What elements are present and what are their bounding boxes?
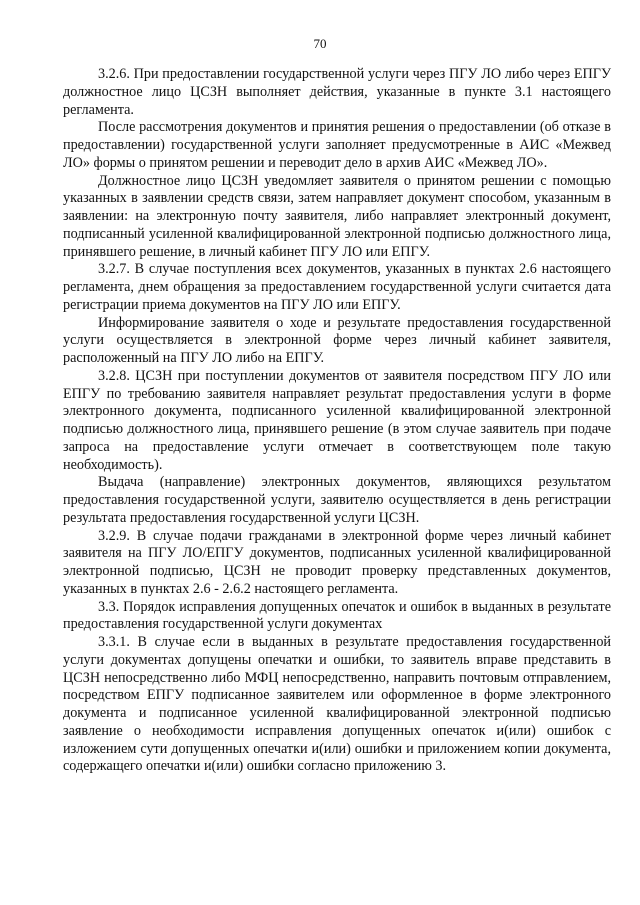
paragraph-issuance: Выдача (направление) электронных документов, являющихся результатом предоставления государственной услуги, заявителю осуществляется в день регистрации результата предоставления государственной услуги ЦСЗН.	[63, 474, 611, 526]
paragraph-informing: Информирование заявителя о ходе и результате предоставления государственной услуги осуществляется в электронной форме через личный кабинет заявителя, расположенный на ПГУ ЛО либо на ЕПГУ.	[63, 314, 611, 366]
paragraph-3-3-1: 3.3.1. В случае если в выданных в результате предоставления государственной услуги документах допущены опечатки и ошибки, то заявитель вправе представить в ЦСЗН непосредственно либо МФЦ непосредственно, направить почтовым отправлением, посредством ЕПГУ подписанное заявителем или оформленное в форме электронного документа и подписанное усиленной квалифицированной электронной подписью заявление о необходимости исправления допущенных опечаток и(или) ошибок с изложением сути допущенных опечатки и(или) ошибки и приложением копии документа, содержащего опечатки и(или) ошибки согласно приложению 3.	[63, 634, 611, 775]
paragraph-3-2-8: 3.2.8. ЦСЗН при поступлении документов от заявителя посредством ПГУ ЛО или ЕПГУ по требованию заявителя направляет результат предоставления услуги в форме электронного документа, подписанного усиленной квалифицированной электронной подписью должностного лица, принявшего решение (в этом случае заявитель при подаче запроса на предоставление услуги отмечает в соответствующем поле такую необходимость).	[63, 367, 611, 473]
paragraph-notification: Должностное лицо ЦСЗН уведомляет заявителя о принятом решении с помощью указанных в заявлении средств связи, затем направляет документ способом, указанным в заявлении: на электронную почту заявителя, либо направляет электронный документ, подписанный усиленной квалифицированной электронной подписью должностного лица, принявшего решение, в личный кабинет ПГУ ЛО или ЕПГУ.	[63, 172, 611, 260]
paragraph-3-2-7: 3.2.7. В случае поступления всех документов, указанных в пунктах 2.6 настоящего регламента, днем обращения за предоставлением государственной услуги считается дата регистрации приема документов на ПГУ ЛО или ЕПГУ.	[63, 261, 611, 313]
section-heading-3-3: 3.3. Порядок исправления допущенных опечаток и ошибок в выданных в результате предоставления государственной услуги документах	[63, 598, 611, 633]
paragraph-3-2-6: 3.2.6. При предоставлении государственной услуги через ПГУ ЛО либо через ЕПГУ должностное лицо ЦСЗН выполняет действия, указанные в пункте 3.1 настоящего регламента.	[63, 66, 611, 118]
paragraph-decision-forms: После рассмотрения документов и принятия решения о предоставлении (об отказе в предоставлении) государственной услуги заполняет предусмотренные в АИС «Межвед ЛО» формы о принятом решении и переводит дело в архив АИС «Межвед ЛО».	[63, 119, 611, 171]
page-number: 70	[313, 36, 327, 51]
paragraph-3-2-9: 3.2.9. В случае подачи гражданами в электронной форме через личный кабинет заявителя на ПГУ ЛО/ЕПГУ документов, подписанных усиленной квалифицированной электронной подписью, ЦСЗН не проводит проверку представленных документов, указанных в пунктах 2.6 - 2.6.2 настоящего регламента.	[63, 527, 611, 597]
document-body	[63, 66, 611, 776]
